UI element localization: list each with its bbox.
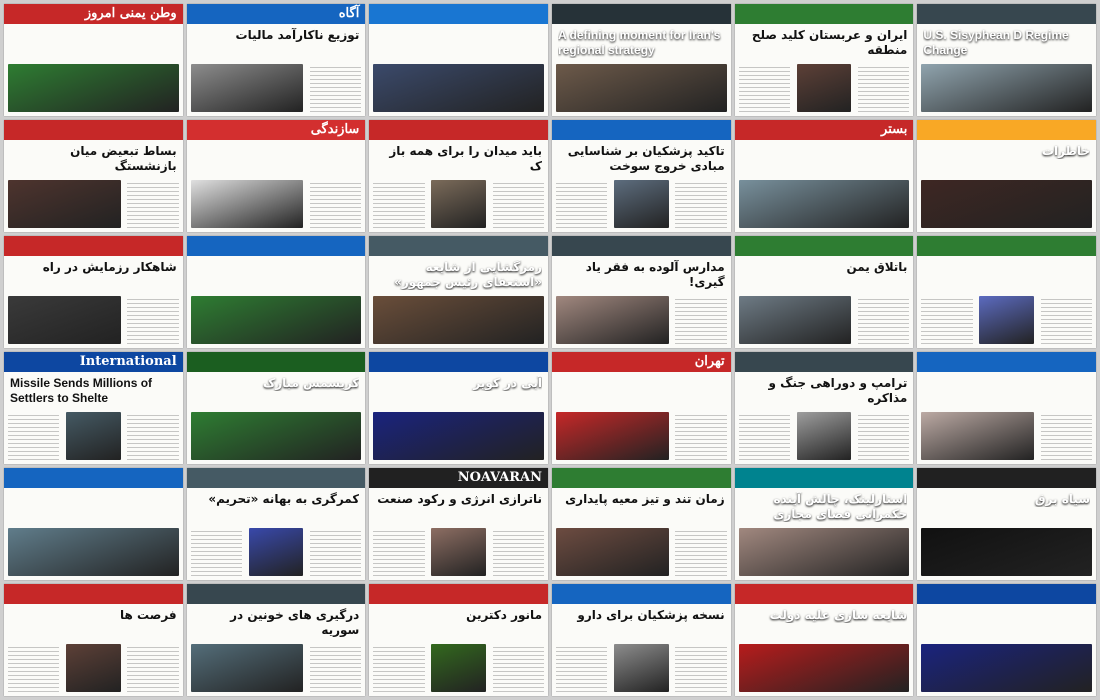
headline: توزیع ناکارآمد مالیات <box>235 28 360 42</box>
cover-photo <box>739 296 852 344</box>
cover-photo <box>739 528 910 576</box>
masthead <box>187 352 366 372</box>
masthead: International <box>4 352 183 372</box>
cover-photo <box>739 180 910 228</box>
text-column <box>675 644 726 692</box>
masthead <box>735 352 914 372</box>
cover-photo <box>191 412 362 460</box>
newspaper-cover <box>4 4 183 116</box>
masthead: تهران <box>552 352 731 372</box>
cover-photo <box>614 180 669 228</box>
cover-photo <box>66 644 121 692</box>
cover-photo <box>614 644 669 692</box>
text-column <box>1041 412 1092 460</box>
text-column <box>493 528 544 576</box>
newspaper-cover <box>917 236 1096 348</box>
cover-photo <box>191 644 304 692</box>
newspaper-cover <box>187 4 366 116</box>
page-body <box>8 64 179 112</box>
headline: خاطرات <box>1041 144 1090 158</box>
headline: آبی در کویر <box>473 376 542 390</box>
masthead <box>369 584 548 604</box>
headline: زمان تند و تیز معیه پایداری <box>565 492 725 506</box>
masthead <box>917 352 1096 372</box>
cover-photo <box>249 528 304 576</box>
newspaper-cover <box>4 468 183 580</box>
page-body <box>921 64 1092 112</box>
headline: مانور دکترین <box>466 608 542 622</box>
cover-photo <box>979 296 1034 344</box>
newspaper-cover <box>552 4 731 116</box>
page-body <box>191 180 362 228</box>
cover-photo <box>556 412 669 460</box>
text-column <box>127 180 178 228</box>
newspaper-cover <box>917 468 1096 580</box>
text-column <box>858 64 909 112</box>
masthead: آگاه <box>187 4 366 24</box>
page-body <box>373 528 544 576</box>
headline: باتلاق یمن <box>846 260 908 274</box>
newspaper-cover <box>735 468 914 580</box>
text-column <box>739 64 790 112</box>
masthead <box>552 236 731 256</box>
newspaper-cover <box>4 584 183 696</box>
page-body <box>8 412 179 460</box>
headline: کمرگری به بهانه «تحریم» <box>208 492 360 506</box>
page-body <box>921 644 1092 692</box>
newspaper-cover <box>369 352 548 464</box>
newspaper-cover <box>187 352 366 464</box>
cover-photo <box>66 412 121 460</box>
page-body <box>8 296 179 344</box>
page-body <box>556 296 727 344</box>
page-body <box>739 644 910 692</box>
cover-photo <box>191 296 362 344</box>
text-column <box>858 296 909 344</box>
newspaper-cover <box>369 4 548 116</box>
headline: باید میدان را برای همه باز ک <box>389 144 542 173</box>
headline: Missile Sends Millions of Settlers to Shelte <box>10 376 153 405</box>
newspaper-cover <box>735 352 914 464</box>
headline: سیاه برق <box>1034 492 1090 506</box>
cover-photo <box>8 64 179 112</box>
headline: استارلینک، چالش آینده حکمرانی فضای مجازی <box>773 492 908 521</box>
masthead <box>552 4 731 24</box>
masthead <box>187 584 366 604</box>
cover-photo <box>921 528 1092 576</box>
text-column <box>310 528 361 576</box>
masthead: بستر <box>735 120 914 140</box>
page-body <box>373 64 544 112</box>
page-body <box>556 180 727 228</box>
cover-photo <box>556 64 727 112</box>
cover-photo <box>8 180 121 228</box>
newspaper-cover <box>735 4 914 116</box>
masthead <box>4 120 183 140</box>
headline: A defining moment for Iran's regional strategy <box>558 28 721 57</box>
text-column <box>556 180 607 228</box>
newspaper-cover <box>917 120 1096 232</box>
headline: نسخه پزشکیان برای دارو <box>577 608 725 622</box>
headline: کریسمس مبارک <box>262 376 360 390</box>
text-column <box>8 644 59 692</box>
page-body <box>739 64 910 112</box>
masthead <box>735 236 914 256</box>
newspaper-cover <box>187 120 366 232</box>
page-body <box>191 412 362 460</box>
masthead <box>735 584 914 604</box>
page-body <box>556 528 727 576</box>
newspaper-cover <box>552 120 731 232</box>
text-column <box>310 644 361 692</box>
masthead <box>917 468 1096 488</box>
page-body <box>191 528 362 576</box>
newspaper-cover <box>369 120 548 232</box>
newspaper-cover <box>4 120 183 232</box>
page-body <box>373 644 544 692</box>
masthead <box>552 584 731 604</box>
newspaper-cover <box>735 120 914 232</box>
text-column <box>373 644 424 692</box>
cover-photo <box>373 296 544 344</box>
text-column <box>127 412 178 460</box>
cover-photo <box>739 644 910 692</box>
text-column <box>1041 296 1092 344</box>
text-column <box>127 296 178 344</box>
headline: شایعه سازی علیه دولت <box>769 608 908 622</box>
page-body <box>8 644 179 692</box>
cover-photo <box>431 644 486 692</box>
headline: ایران و عربستان کلید صلح منطقه <box>751 28 908 57</box>
masthead <box>917 584 1096 604</box>
cover-photo <box>191 180 304 228</box>
text-column <box>675 296 726 344</box>
page-body <box>556 64 727 112</box>
headline: فرصت ها <box>120 608 177 622</box>
headline: تاکید پزشکیان بر شناسایی مبادی خروج سوخت <box>567 144 725 173</box>
page-body <box>8 528 179 576</box>
page-body <box>191 64 362 112</box>
masthead <box>369 352 548 372</box>
headline: درگیری های خونین در سوریه <box>230 608 360 637</box>
masthead <box>187 236 366 256</box>
newspaper-cover <box>552 236 731 348</box>
masthead <box>187 468 366 488</box>
newspaper-cover <box>917 584 1096 696</box>
page-body <box>739 296 910 344</box>
newspaper-cover <box>552 584 731 696</box>
cover-photo <box>797 64 852 112</box>
newspaper-cover <box>917 352 1096 464</box>
masthead <box>917 236 1096 256</box>
page-body <box>8 180 179 228</box>
cover-photo <box>8 296 121 344</box>
text-column <box>127 644 178 692</box>
cover-photo <box>556 296 669 344</box>
text-column <box>373 528 424 576</box>
cover-photo <box>373 412 544 460</box>
headline: ترامپ و دوراهی جنگ و مذاکره <box>768 376 908 405</box>
masthead <box>369 236 548 256</box>
text-column <box>739 412 790 460</box>
newspaper-cover <box>187 468 366 580</box>
text-column <box>191 528 242 576</box>
cover-photo <box>797 412 852 460</box>
text-column <box>493 180 544 228</box>
cover-photo <box>373 64 544 112</box>
newspaper-cover <box>369 236 548 348</box>
newspaper-cover <box>917 4 1096 116</box>
cover-photo <box>556 528 669 576</box>
headline: بساط تبعیض میان بازنشستگ <box>70 144 177 173</box>
headline: مدارس آلوده به فقر یاد گیری! <box>585 260 725 289</box>
page-body <box>739 412 910 460</box>
page-body <box>921 180 1092 228</box>
page-body <box>921 412 1092 460</box>
cover-photo <box>921 644 1092 692</box>
masthead <box>735 468 914 488</box>
masthead <box>552 120 731 140</box>
masthead: سازندگی <box>187 120 366 140</box>
text-column <box>310 180 361 228</box>
cover-photo <box>921 180 1092 228</box>
newspaper-cover <box>552 352 731 464</box>
text-column <box>493 644 544 692</box>
page-body <box>739 180 910 228</box>
masthead <box>735 4 914 24</box>
masthead: NOAVARAN <box>369 468 548 488</box>
newspaper-cover <box>4 236 183 348</box>
text-column <box>921 296 972 344</box>
page-body <box>373 296 544 344</box>
masthead <box>4 468 183 488</box>
text-column <box>675 412 726 460</box>
masthead <box>917 4 1096 24</box>
newspaper-cover <box>369 584 548 696</box>
text-column <box>556 644 607 692</box>
text-column <box>675 180 726 228</box>
masthead: وطن یمنی امروز <box>4 4 183 24</box>
cover-photo <box>921 64 1092 112</box>
masthead <box>369 120 548 140</box>
headline: شاهکار رزمایش در راه <box>42 260 177 274</box>
page-body <box>191 296 362 344</box>
text-column <box>858 412 909 460</box>
page-body <box>191 644 362 692</box>
headline: رمزگشایی از شایعه «استعفای رئیس جمهور» <box>394 260 542 289</box>
text-column <box>675 528 726 576</box>
newspaper-cover <box>187 584 366 696</box>
page-body <box>921 528 1092 576</box>
newspaper-cover <box>4 352 183 464</box>
page-body <box>921 296 1092 344</box>
masthead <box>369 4 548 24</box>
cover-photo <box>191 64 304 112</box>
cover-photo <box>431 180 486 228</box>
headline: U.S. Sisyphean D Regime Change <box>923 28 1069 57</box>
masthead <box>4 236 183 256</box>
text-column <box>310 64 361 112</box>
masthead <box>4 584 183 604</box>
masthead <box>917 120 1096 140</box>
page-body <box>373 180 544 228</box>
page-body <box>373 412 544 460</box>
cover-photo <box>431 528 486 576</box>
text-column <box>373 180 424 228</box>
headline: ناترازی انرژی و رکود صنعت <box>377 492 542 506</box>
cover-photo <box>921 412 1034 460</box>
newspaper-cover <box>735 584 914 696</box>
page-body <box>556 644 727 692</box>
cover-photo <box>8 528 179 576</box>
masthead <box>552 468 731 488</box>
text-column <box>8 412 59 460</box>
page-body <box>739 528 910 576</box>
newspaper-cover <box>187 236 366 348</box>
page-body <box>556 412 727 460</box>
newspaper-cover <box>369 468 548 580</box>
newspaper-cover <box>735 236 914 348</box>
newspaper-cover <box>552 468 731 580</box>
